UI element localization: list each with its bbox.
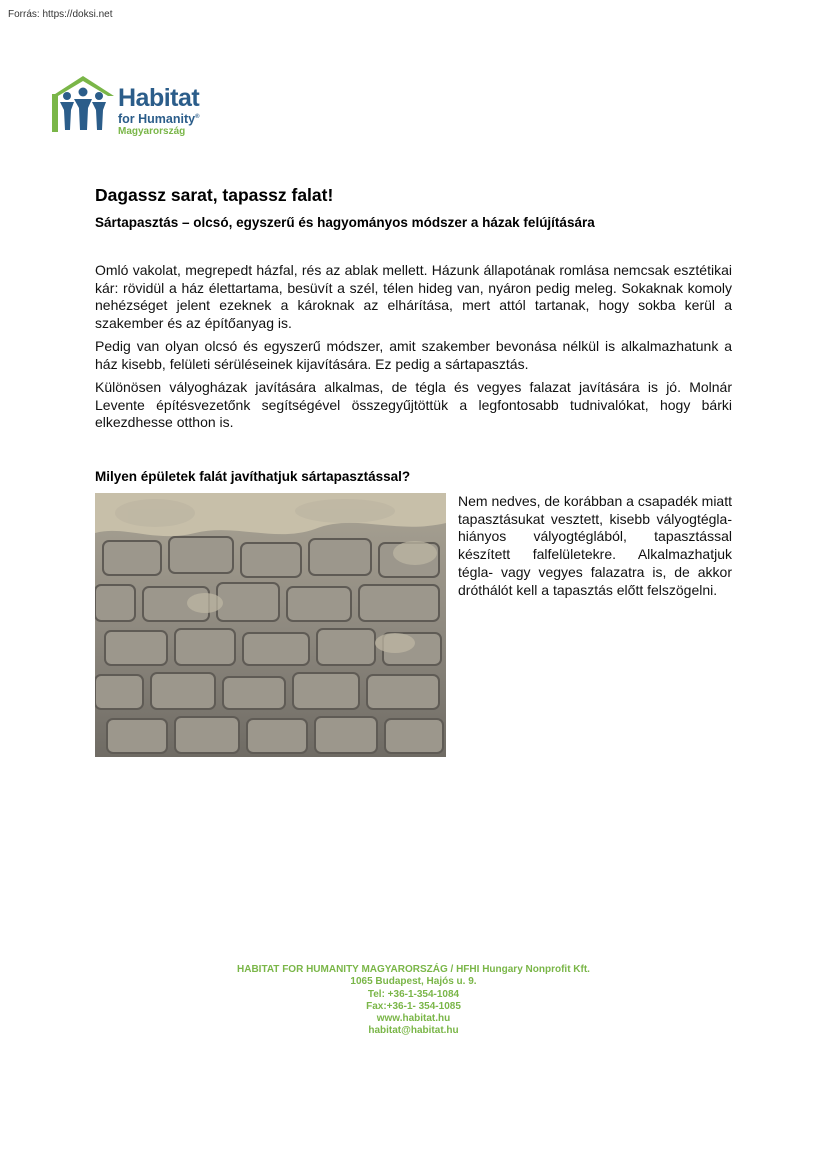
footer-email-link[interactable]: habitat@habitat.hu <box>368 1025 459 1037</box>
section-heading: Milyen épületek falát javíthatjuk sártapasztással? <box>95 469 411 484</box>
paragraph: Pedig van olyan olcsó és egyszerű módszer, amit szakember bevonása nélkül is alkalmazhatunk a ház kisebb, felületi sérüléseinek kijavítására. Ez pedig a sártapasztás. <box>95 338 732 372</box>
logo-text-country: Magyarország <box>118 126 186 137</box>
paragraph: Omló vakolat, megrepedt házfal, rés az ablak mellett. Házunk állapotának romlása nemcsak esztétikai kár: rövidül a ház élettartama, besüvít a szél, télen hideg van, nyáron pedig meleg. Sokaknak komoly nehézséget jelent ezeknek a károknak az elhárítása, mert attól tartanak, hogy sokba kerül a szakember és az építőanyag is. <box>95 262 732 331</box>
paragraph: Különösen vályogházak javítására alkalmas, de tégla és vegyes falazat javítására is jó. Molnár Levente építésvezetőnk segítségével összegyűjtöttük a legfontosabb tudnivalókat, hogy bárki elkezdhesse otthon is. <box>95 379 732 430</box>
footer-web-link[interactable]: www.habitat.hu <box>376 1013 451 1025</box>
document-subtitle: Sártapasztás – olcsó, egyszerű és hagyományos módszer a házak felújítására <box>95 215 595 230</box>
intro-paragraphs <box>95 262 732 438</box>
logo-text-for-humanity-label: for Humanity <box>118 112 196 127</box>
footer <box>0 964 827 1038</box>
trademark-mark: ® <box>195 114 200 120</box>
logo-text-habitat: Habitat <box>118 84 200 112</box>
logo-text-for-humanity <box>118 111 200 126</box>
footer-tel: Tel: +36-1-354-1084 <box>367 988 460 1000</box>
footer-org: HABITAT FOR HUMANITY MAGYARORSZÁG / HFHI Hungary Nonprofit Kft. <box>237 964 590 975</box>
house-people-icon <box>50 74 116 134</box>
source-link[interactable]: Forrás: https://doksi.net <box>8 9 113 20</box>
habitat-logo <box>50 74 220 144</box>
adobe-wall-photo <box>95 493 446 757</box>
footer-fax: Fax:+36-1- 354-1085 <box>366 1000 461 1012</box>
document-title: Dagassz sarat, tapassz falat! <box>95 185 334 205</box>
footer-address: 1065 Budapest, Hajós u. 9. <box>350 976 477 988</box>
building-types-text: Nem nedves, de korábban a csapadék miatt tapasztásukat vesztett, kisebb vályogtégla-hiányos vályogtéglából, tapasztással készített falfelületekre. Alkalmazhatjuk tégla- vagy vegyes falazatra is, de akkor dróthálót kell a tapasztás előtt felszögelni. <box>458 493 732 598</box>
